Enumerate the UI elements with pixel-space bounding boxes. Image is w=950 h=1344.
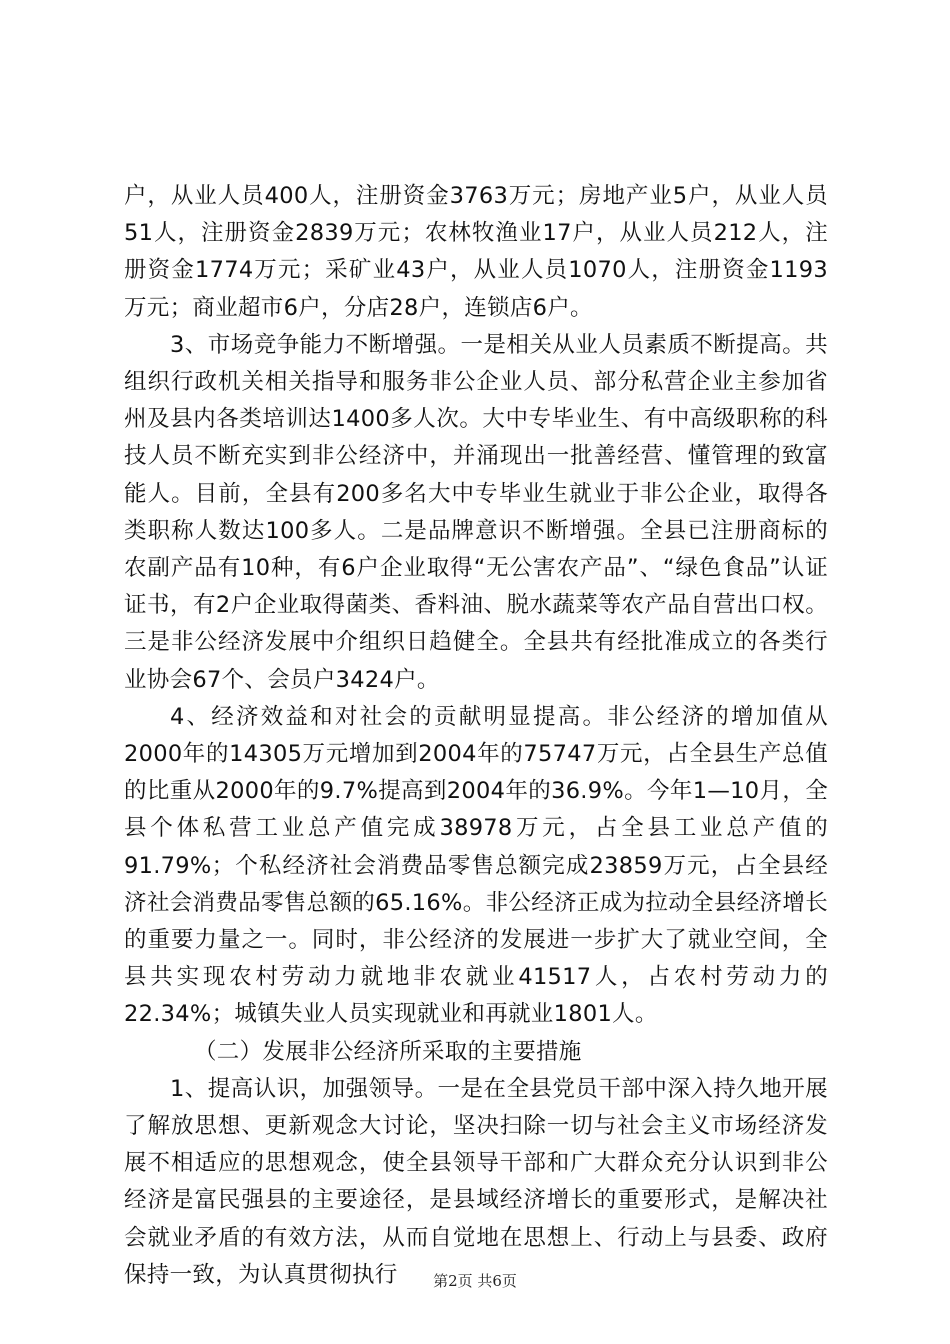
page-footer: 第2页 共6页 — [433, 1272, 517, 1290]
paragraph-enterprise-stats: 户，从业人员400人，注册资金3763万元；房地产业5户，从业人员51人，注册资金2839万元；农林牧渔业17户，从业人员212人，注册资金1774万元；采矿业43户，从业人员1070人，注册资金1193万元；商业超市6户，分店28户，连锁店6户。 — [124, 183, 828, 321]
paragraph-market-competitiveness: 3、市场竞争能力不断增强。一是相关从业人员素质不断提高。共组织行政机关相关指导和服务非公企业人员、部分私营企业主参加省州及县内各类培训达1400多人次。大中专毕业生、有中高级职称的科技人员不断充实到非公经济中，并涌现出一批善经营、懂管理的致富能人。目前，全县有200多名大中专毕业生就业于非公企业，取得各类职称人数达100多人。二是品牌意识不断增强。全县已注册商标的农副产品有10种，有6户企业取得“无公害农产品”、“绿色食品”认证证书，有2户企业取得菌类、香料油、脱水蔬菜等农产品自营出口权。三是非公经济发展中介组织日趋健全。全县共有经批准成立的各类行业协会67个、会员户3424户。 — [124, 331, 828, 693]
paragraph-economic-benefits: 4、经济效益和对社会的贡献明显提高。非公经济的增加值从2000年的14305万元增加到2004年的75747万元，占全县生产总值的比重从2000年的9.7%提高到2004年的36.9%。今年1—10月，全县个体私营工业总产值完成38978万元，占全县工业总产值的91.79%；个私经济社会消费品零售总额完成23859万元，占全县经济社会消费品零售总额的65.16%。非公经济正成为拉动全县经济增长的重要力量之一。同时，非公经济的发展进一步扩大了就业空间，全县共实现农村劳动力就地非农就业41517人，占农村劳动力的22.34%；城镇失业人员实现就业和再就业1801人。 — [124, 703, 828, 1028]
document-body — [124, 178, 828, 1294]
section-heading-measures: （二）发展非公经济所采取的主要措施 — [194, 1038, 582, 1065]
paragraph-leadership: 1、提高认识，加强领导。一是在全县党员干部中深入持久地开展了解放思想、更新观念大讨论，坚决扫除一切与社会主义市场经济发展不相适应的思想观念，使全县领导干部和广大群众充分认识到非公经济是富民强县的主要途径，是县域经济增长的重要形式，是解决社会就业矛盾的有效方法，从而自觉地在思想上、行动上与县委、政府保持一致，为认真贯彻执行 — [124, 1075, 828, 1288]
